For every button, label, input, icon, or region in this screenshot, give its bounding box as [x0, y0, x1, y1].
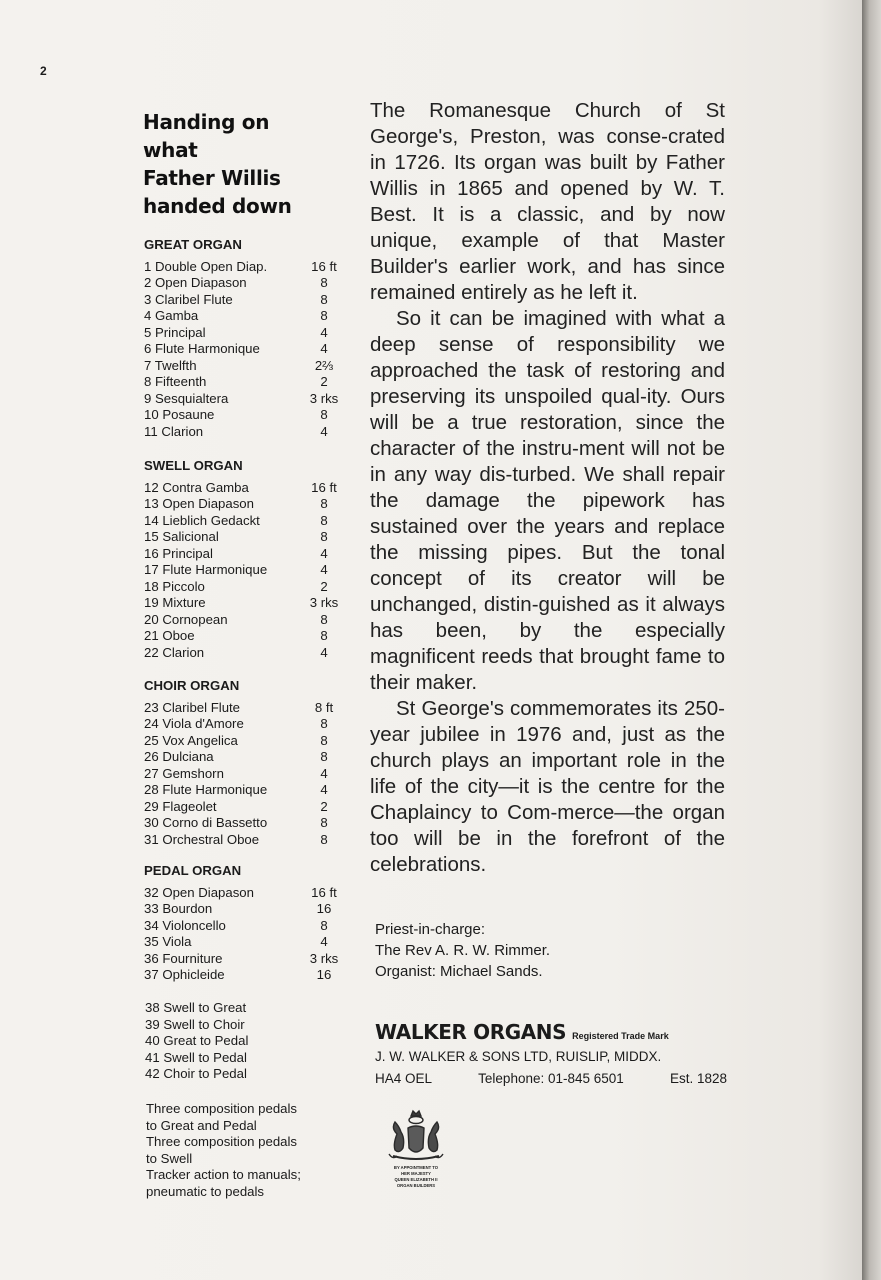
stop-pitch: 16 — [316, 967, 332, 982]
crest-text: ORGAN BUILDERS — [396, 1183, 436, 1188]
stop-row — [144, 885, 344, 902]
stop-pitch: 8 — [320, 917, 328, 933]
stop-pitch: 16 — [316, 901, 332, 916]
stop-name: 9 Sesquialtera — [144, 390, 229, 406]
stop-row — [144, 325, 344, 342]
stop-row — [144, 918, 344, 935]
stop-pitch: 3 rks — [309, 950, 339, 966]
stop-row — [144, 496, 344, 513]
organist: Organist: Michael Sands. — [375, 963, 543, 980]
stop-pitch: 8 — [320, 407, 328, 422]
coupler-item: 42 Choir to Pedal — [145, 1066, 247, 1081]
royal-warrant-crest-icon — [383, 1108, 449, 1194]
heading-line: what — [143, 138, 198, 162]
pedal-organ-section — [144, 863, 344, 984]
note-line: Tracker action to manuals; — [146, 1167, 301, 1182]
stop-row — [144, 259, 344, 276]
stop-row — [144, 749, 344, 766]
section-title: SWELL ORGAN — [144, 458, 243, 473]
stop-name: 18 Piccolo — [144, 578, 205, 594]
stop-row — [144, 815, 344, 832]
stop-row — [144, 595, 344, 612]
stop-row — [144, 716, 344, 733]
stop-name: 5 Principal — [144, 324, 206, 340]
stop-name: 33 Bourdon — [144, 901, 213, 916]
stop-pitch: 4 — [320, 423, 328, 439]
stop-name: 8 Fifteenth — [144, 374, 207, 389]
stop-pitch: 4 — [320, 341, 328, 356]
stop-row — [144, 480, 344, 497]
stop-pitch: 8 — [320, 815, 328, 830]
stop-name: 24 Viola d'Amore — [144, 716, 244, 731]
note-line: Three composition pedals — [146, 1134, 298, 1149]
main-text — [370, 98, 725, 878]
stop-pitch: 4 — [320, 934, 328, 949]
stop-row — [144, 374, 344, 391]
stop-row — [144, 529, 344, 546]
stop-pitch: 2 — [320, 578, 328, 594]
stop-pitch: 8 — [320, 732, 328, 748]
stop-name: 17 Flute Harmonique — [144, 562, 268, 577]
binding-spine — [862, 0, 881, 1280]
stop-row — [144, 407, 344, 424]
stop-row — [144, 951, 344, 968]
stop-row — [144, 700, 344, 717]
stop-pitch: 8 — [320, 275, 328, 290]
stop-name: 16 Principal — [144, 545, 213, 561]
stop-pitch: 8 — [320, 512, 328, 528]
heading-line: Handing on — [143, 110, 270, 134]
swell-organ-section — [144, 458, 344, 661]
stop-pitch: 8 — [320, 628, 328, 643]
company-address — [375, 1046, 727, 1090]
section-title: PEDAL ORGAN — [144, 863, 242, 878]
stop-name: 36 Fourniture — [144, 950, 223, 966]
section-title: CHOIR ORGAN — [144, 678, 240, 693]
stop-name: 34 Violoncello — [144, 917, 226, 933]
stop-pitch: 8 — [320, 291, 328, 307]
crest-text: HER MAJESTY — [401, 1171, 431, 1176]
crest-text: BY APPOINTMENT TO — [393, 1165, 439, 1170]
note-line: Three composition pedals — [146, 1101, 298, 1116]
paragraph: The Romanesque Church of St George's, Preston, was conse-crated in 1726. Its organ was built by Father Willis in 1865 and opened by W. T. Best. It is a classic, and by now unique, example of that Master Builder's earlier work, and has since remained entirely as he left it. — [370, 99, 725, 304]
stop-name: 4 Gamba — [144, 308, 199, 323]
stop-pitch: 4 — [320, 562, 328, 577]
stop-pitch: 3 rks — [309, 390, 339, 406]
stop-row — [144, 967, 344, 984]
stop-name: 28 Flute Harmonique — [144, 782, 268, 797]
stop-name: 7 Twelfth — [144, 357, 197, 373]
note-line: to Swell — [146, 1150, 193, 1166]
stop-name: 32 Open Diapason — [144, 884, 254, 900]
stop-row — [144, 308, 344, 325]
stop-pitch: 16 ft — [311, 884, 337, 900]
stop-pitch: 2 — [320, 374, 328, 389]
postcode: HA4 OEL — [375, 1071, 433, 1086]
stop-name: 22 Clarion — [144, 644, 205, 660]
stop-pitch: 3 rks — [309, 595, 339, 610]
stop-name: 12 Contra Gamba — [144, 479, 249, 495]
established: Est. 1828 — [669, 1071, 727, 1086]
stop-row — [144, 628, 344, 645]
stop-name: 37 Ophicleide — [144, 967, 225, 982]
stop-pitch: 16 ft — [311, 258, 337, 274]
crest-text: QUEEN ELIZABETH II — [394, 1177, 438, 1182]
stop-row — [144, 934, 344, 951]
stop-row — [144, 391, 344, 408]
heading-line: handed down — [143, 194, 292, 218]
stop-name: 35 Viola — [144, 934, 192, 949]
heading-line: Father Willis — [143, 166, 281, 190]
stop-row — [144, 799, 344, 816]
stop-name: 10 Posaune — [144, 407, 215, 422]
stop-pitch: 4 — [320, 765, 328, 781]
paragraph: St George's commemorates its 250-year jubilee in 1976 and, just as the church plays an important role in the life of the city—it is the centre for the Chaplaincy to Com-merce—the organ too will be in the forefront of the celebrations. — [370, 697, 725, 876]
stop-pitch: 8 — [320, 831, 328, 847]
stop-name: 6 Flute Harmonique — [144, 341, 260, 356]
stop-pitch: 8 — [320, 529, 328, 544]
stop-pitch: 4 — [320, 644, 328, 660]
action-notes — [146, 1101, 341, 1200]
brand-name: WALKER ORGANS — [375, 1020, 567, 1044]
stop-name: 3 Claribel Flute — [144, 291, 233, 307]
coupler-item: 38 Swell to Great — [145, 1000, 247, 1015]
note-line: to Great and Pedal — [146, 1117, 257, 1133]
stop-row — [144, 782, 344, 799]
stop-name: 14 Lieblich Gedackt — [144, 512, 260, 528]
stop-row — [144, 562, 344, 579]
stop-name: 2 Open Diapason — [144, 275, 247, 290]
priest-label: Priest-in-charge: — [375, 921, 486, 938]
stop-row — [144, 341, 344, 358]
stop-row — [144, 579, 344, 596]
address-line: J. W. WALKER & SONS LTD, RUISLIP, MIDDX. — [375, 1049, 662, 1064]
stop-name: 29 Flageolet — [144, 798, 217, 814]
stop-row — [144, 612, 344, 629]
priest-name: The Rev A. R. W. Rimmer. — [375, 942, 551, 959]
stop-name: 26 Dulciana — [144, 749, 214, 764]
stop-pitch: 4 — [320, 324, 328, 340]
stop-name: 23 Claribel Flute — [144, 699, 241, 715]
stop-row — [144, 546, 344, 563]
stop-row — [144, 424, 344, 441]
stop-name: 15 Salicional — [144, 529, 219, 544]
page-number: 2 — [40, 64, 47, 78]
great-organ-section — [144, 237, 344, 440]
church-contacts — [375, 919, 550, 982]
stop-name: 20 Cornopean — [144, 611, 228, 627]
stop-pitch: 8 — [320, 611, 328, 627]
stop-pitch: 2 — [320, 798, 328, 814]
trademark-note: Registered Trade Mark — [572, 1031, 669, 1041]
walker-organs-brand — [375, 1020, 669, 1044]
stop-pitch: 8 — [320, 716, 328, 731]
stop-pitch: 8 — [320, 496, 328, 511]
stop-row — [144, 513, 344, 530]
stop-pitch: 8 ft — [314, 699, 334, 715]
stop-pitch: 8 — [320, 308, 328, 323]
stop-row — [144, 832, 344, 849]
coupler-item: 40 Great to Pedal — [145, 1033, 249, 1048]
stop-name: 25 Vox Angelica — [144, 732, 238, 748]
stop-name: 13 Open Diapason — [144, 496, 254, 511]
stop-name: 27 Gemshorn — [144, 765, 224, 781]
stop-name: 31 Orchestral Oboe — [144, 831, 260, 847]
stop-row — [144, 275, 344, 292]
stop-row — [144, 645, 344, 662]
stop-name: 21 Oboe — [144, 628, 195, 643]
stop-name: 11 Clarion — [144, 423, 204, 439]
stop-pitch: 4 — [320, 782, 328, 797]
choir-organ-section — [144, 678, 344, 848]
stop-name: 19 Mixture — [144, 595, 206, 610]
address-contact-line — [375, 1068, 727, 1090]
stop-name: 30 Corno di Bassetto — [144, 815, 268, 830]
stop-row — [144, 292, 344, 309]
stop-row — [144, 733, 344, 750]
stop-pitch: 16 ft — [311, 479, 337, 495]
stop-row — [144, 358, 344, 375]
stop-pitch: 2⅔ — [314, 357, 334, 373]
telephone: Telephone: 01-845 6501 — [478, 1071, 624, 1086]
note-line: pneumatic to pedals — [146, 1183, 265, 1199]
section-title: GREAT ORGAN — [144, 237, 242, 252]
page-heading — [143, 108, 323, 220]
paragraph: So it can be imagined with what a deep sense of responsibility we approached the task of restoring and preserving its unspoiled qual-ity. Ours will be a true restoration, since the character of the instru-ment will not be in any way dis-turbed. We shall repair the damage the pipework has sustained over the years and replace the missing pipes. But the tonal concept of its creator will be unchanged, distin-guished as it always has been, by the especially magnificent reeds that brought fame to their maker. — [370, 307, 725, 694]
stop-name: 1 Double Open Diap. — [144, 258, 268, 274]
stop-pitch: 4 — [320, 545, 328, 561]
coupler-item: 39 Swell to Choir — [145, 1016, 245, 1032]
stop-pitch: 8 — [320, 749, 328, 764]
coupler-item: 41 Swell to Pedal — [145, 1049, 247, 1065]
stop-row — [144, 766, 344, 783]
stop-row — [144, 901, 344, 918]
couplers-list — [145, 1000, 248, 1083]
